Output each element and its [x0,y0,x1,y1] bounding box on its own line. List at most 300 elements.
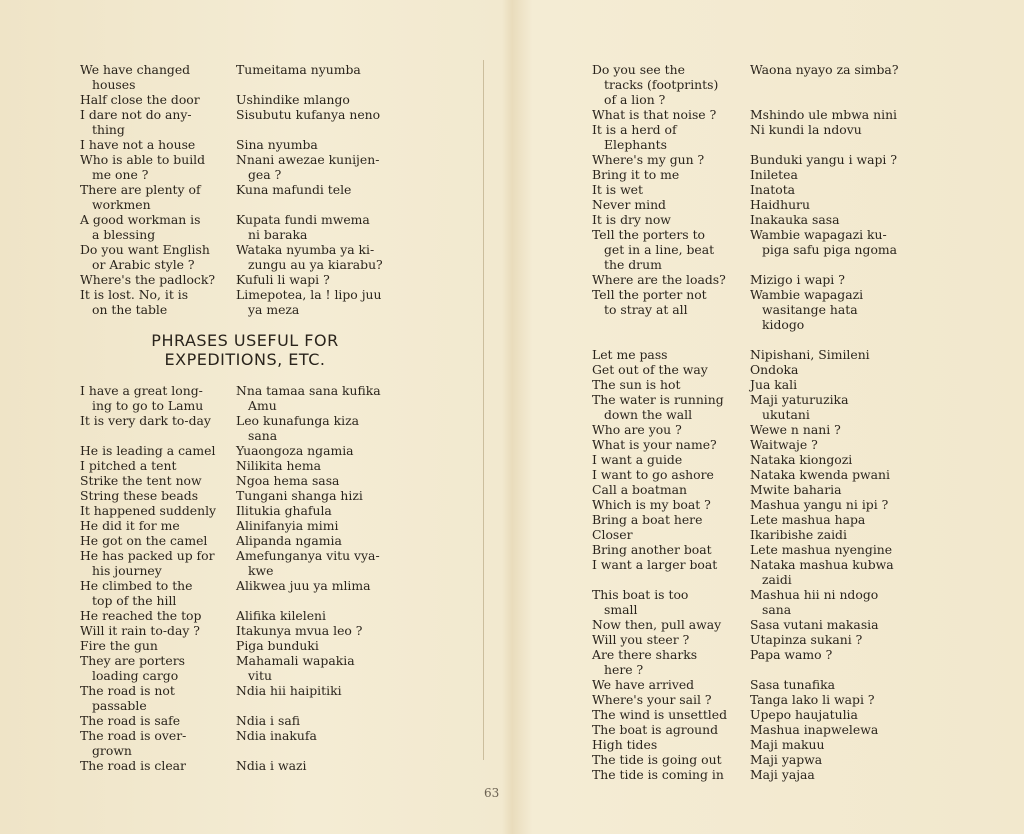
swahili-phrase [230,413,400,443]
english-line: of a lion ? [604,92,666,107]
english-line: small [604,602,638,617]
heading-line-2: EXPEDITIONS, ETC. [164,350,326,369]
phrase-row [592,152,912,167]
english-line: me one ? [92,167,149,182]
english-phrase [80,212,230,242]
swahili-phrase [744,467,912,482]
swahili-line: piga safu piga ngoma [762,242,898,257]
english-line: The road is over- [80,728,187,743]
phrase-row [592,752,912,767]
swahili-line: Wambie wapagazi ku- [750,227,887,242]
phrase-row [592,692,912,707]
swahili-line: Maji yapwa [750,752,823,767]
english-line: Where are the loads? [592,272,726,287]
phrase-row [592,197,912,212]
english-phrase [592,707,744,722]
swahili-phrase [744,197,912,212]
english-line: top of the hill [92,593,177,608]
english-line: I dare not do any- [80,107,192,122]
english-line: String these beads [80,488,199,503]
swahili-phrase [230,503,400,518]
english-phrase [592,197,744,212]
english-line: He got on the camel [80,533,208,548]
english-line: He reached the top [80,608,202,623]
swahili-line: Ndia hii haipitiki [236,683,342,698]
english-line: Are there sharks [592,647,698,662]
phrase-row [80,578,400,608]
english-phrase [592,122,744,152]
phrase-row [592,392,912,422]
english-line: Where's my gun ? [592,152,705,167]
english-line: Who are you ? [592,422,682,437]
swahili-line: Waitwaje ? [750,437,818,452]
phrase-row [592,512,912,527]
english-line: It is wet [592,182,643,197]
phrase-row [592,542,912,557]
english-phrase [80,107,230,137]
english-phrase [80,548,230,578]
swahili-line: Kupata fundi mwema [236,212,370,227]
english-line: The wind is unsettled [592,707,728,722]
english-line: He climbed to the [80,578,193,593]
swahili-line: Kuna mafundi tele [236,182,352,197]
english-phrase [592,182,744,197]
english-line: Will it rain to-day ? [80,623,200,638]
swahili-phrase [230,62,400,92]
english-phrase [592,512,744,527]
swahili-line: Leo kunafunga kiza [236,413,360,428]
swahili-line: Tungani shanga hizi [236,488,363,503]
english-phrase [80,518,230,533]
phrase-row [80,608,400,623]
english-line: a blessing [92,227,156,242]
swahili-line: Wataka nyumba ya ki- [236,242,375,257]
phrase-row [592,647,912,677]
phrase-row [592,617,912,632]
english-phrase [592,647,744,677]
english-line: What is your name? [592,437,717,452]
swahili-phrase [230,518,400,533]
english-line: or Arabic style ? [92,257,195,272]
phrase-row [592,167,912,182]
swahili-phrase [744,542,912,557]
phrase-list [592,62,912,782]
phrase-list-bottom [80,383,400,773]
english-line: Where's your sail ? [592,692,712,707]
english-line: ing to go to Lamu [92,398,204,413]
swahili-phrase [744,557,912,587]
swahili-line: Nilikita hema [236,458,321,473]
phrase-row [592,587,912,617]
english-phrase [80,683,230,713]
phrase-row [80,623,400,638]
swahili-phrase [744,182,912,197]
english-line: Closer [592,527,633,542]
swahili-phrase [744,362,912,377]
swahili-line: Amefunganya vitu vya- [236,548,380,563]
phrase-row [80,653,400,683]
section-heading [90,331,400,369]
swahili-line: ya meza [248,302,300,317]
english-phrase [592,377,744,392]
english-phrase [80,533,230,548]
english-line: The tide is going out [592,752,722,767]
english-phrase [592,392,744,422]
swahili-line: Mwite baharia [750,482,842,497]
english-line: workmen [92,197,151,212]
swahili-line: Limepotea, la ! lipo juu [236,287,382,302]
swahili-line: Mashua hii ni ndogo [750,587,879,602]
swahili-line: Tumeitama nyumba [236,62,361,77]
english-phrase [80,578,230,608]
english-phrase [80,62,230,92]
swahili-line: ukutani [762,407,810,422]
english-phrase [592,272,744,287]
phrase-row [592,452,912,467]
phrase-row [80,503,400,518]
english-line: get in a line, beat [604,242,715,257]
english-line: Strike the tent now [80,473,202,488]
swahili-line: Maji yajaa [750,767,815,782]
phrase-row [592,122,912,152]
swahili-phrase [230,152,400,182]
phrase-row [80,272,400,287]
english-phrase [80,152,230,182]
phrase-row [592,497,912,512]
english-line: The tide is coming in [592,767,724,782]
swahili-phrase [744,347,912,362]
swahili-line: Sina nyumba [236,137,318,152]
english-line: The boat is aground [592,722,719,737]
swahili-phrase [744,497,912,512]
phrase-row [592,767,912,782]
english-line: The road is clear [80,758,186,773]
english-phrase [592,722,744,737]
swahili-phrase [744,647,912,677]
swahili-line: sana [248,428,278,443]
swahili-phrase [744,152,912,167]
english-phrase [80,413,230,443]
swahili-phrase [230,728,400,758]
swahili-phrase [744,392,912,422]
swahili-phrase [744,527,912,542]
english-line: passable [92,698,147,713]
english-line: Fire the gun [80,638,158,653]
swahili-phrase [744,752,912,767]
swahili-phrase [744,272,912,287]
phrase-row [592,227,912,272]
english-line: Who is able to build [80,152,206,167]
swahili-phrase [744,167,912,182]
swahili-phrase [744,452,912,467]
swahili-line: gea ? [248,167,282,182]
swahili-line: Yuaongoza ngamia [236,443,354,458]
english-phrase [592,62,744,107]
english-line: He has packed up for [80,548,215,563]
spacer [592,332,912,347]
english-phrase [592,212,744,227]
swahili-phrase [230,638,400,653]
swahili-line: Waona nyayo za simba? [750,62,899,77]
swahili-line: Nna tamaa sana kufika [236,383,381,398]
swahili-phrase [230,443,400,458]
swahili-phrase [744,227,912,272]
swahili-phrase [230,137,400,152]
english-phrase [592,617,744,632]
swahili-line: Kufuli li wapi ? [236,272,330,287]
swahili-phrase [230,383,400,413]
swahili-line: Sisubutu kufanya neno [236,107,381,122]
english-line: houses [92,77,136,92]
swahili-line: Wambie wapagazi [750,287,864,302]
heading-line-1: PHRASES USEFUL FOR [151,331,339,350]
phrase-row [80,488,400,503]
phrase-row [80,212,400,242]
english-line: It is lost. No, it is [80,287,189,302]
english-phrase [80,728,230,758]
phrase-row [80,458,400,473]
english-phrase [592,557,744,587]
phrase-row [80,152,400,182]
english-line: It is a herd of [592,122,677,137]
swahili-line: Alikwea juu ya mlima [236,578,371,593]
phrase-row [80,638,400,653]
swahili-phrase [744,287,912,332]
phrase-row [592,212,912,227]
english-phrase [592,692,744,707]
swahili-phrase [230,548,400,578]
english-line: I have not a house [80,137,196,152]
english-line: The road is not [80,683,175,698]
swahili-phrase [230,473,400,488]
swahili-line: Itakunya mvua leo ? [236,623,363,638]
phrase-row [592,347,912,362]
swahili-phrase [230,272,400,287]
english-line: loading cargo [92,668,179,683]
swahili-phrase [744,437,912,452]
left-page [80,62,400,773]
english-phrase [80,473,230,488]
swahili-line: Ondoka [750,362,799,377]
swahili-line: Tanga lako li wapi ? [750,692,875,707]
english-phrase [80,608,230,623]
right-page [592,62,912,782]
phrase-row [80,107,400,137]
english-line: What is that noise ? [592,107,717,122]
english-phrase [80,92,230,107]
swahili-line: Sasa tunafika [750,677,836,692]
english-phrase [592,452,744,467]
english-line: Let me pass [592,347,668,362]
swahili-line: Nnani awezae kunijen- [236,152,380,167]
english-phrase [592,467,744,482]
swahili-phrase [230,242,400,272]
english-phrase [592,497,744,512]
english-line: his journey [92,563,162,578]
swahili-line: sana [762,602,792,617]
phrase-row [592,377,912,392]
swahili-phrase [744,62,912,107]
english-phrase [592,752,744,767]
swahili-line: Ushindike mlango [236,92,350,107]
swahili-line: Ni kundi la ndovu [750,122,862,137]
english-phrase [80,713,230,728]
swahili-line: Amu [248,398,277,413]
english-line: It is dry now [592,212,671,227]
swahili-phrase [230,287,400,317]
phrase-row [80,443,400,458]
english-phrase [80,137,230,152]
english-phrase [592,347,744,362]
swahili-line: Iniletea [750,167,798,182]
phrase-row [80,713,400,728]
swahili-line: Maji yaturuzika [750,392,849,407]
phrase-row [80,242,400,272]
english-line: Bring a boat here [592,512,703,527]
phrase-row [592,107,912,122]
phrase-row [80,548,400,578]
phrase-row [592,632,912,647]
swahili-line: zungu au ya kiarabu? [248,257,383,272]
english-line: Will you steer ? [592,632,690,647]
english-phrase [80,758,230,773]
english-line: Do you see the [592,62,685,77]
english-phrase [592,422,744,437]
english-phrase [592,677,744,692]
swahili-phrase [744,767,912,782]
swahili-line: Inatota [750,182,796,197]
swahili-line: Ndia inakufa [236,728,317,743]
swahili-line: Piga bunduki [236,638,319,653]
swahili-line: kwe [248,563,274,578]
swahili-line: Alipanda ngamia [236,533,342,548]
swahili-line: Upepo haujatulia [750,707,858,722]
english-line: Now then, pull away [592,617,722,632]
english-line: There are plenty of [80,182,201,197]
swahili-line: Ngoa hema sasa [236,473,340,488]
english-line: Tell the porters to [592,227,706,242]
swahili-phrase [744,212,912,227]
swahili-line: Ndia i safi [236,713,300,728]
phrase-row [592,287,912,332]
english-line: This boat is too [592,587,689,602]
swahili-phrase [230,608,400,623]
phrase-row [80,287,400,317]
swahili-phrase [230,623,400,638]
english-line: I want a larger boat [592,557,718,572]
english-line: Tell the porter not [592,287,707,302]
phrase-row [80,758,400,773]
english-phrase [592,362,744,377]
swahili-line: Nataka mashua kubwa [750,557,894,572]
english-line: The water is running [592,392,724,407]
swahili-phrase [230,758,400,773]
phrase-row [592,707,912,722]
swahili-phrase [744,737,912,752]
swahili-phrase [744,482,912,497]
phrase-row [592,467,912,482]
english-line: It is very dark to-day [80,413,211,428]
swahili-phrase [230,458,400,473]
english-phrase [592,107,744,122]
swahili-line: Maji makuu [750,737,825,752]
english-phrase [80,458,230,473]
english-line: Bring it to me [592,167,680,182]
swahili-line: vitu [248,668,272,683]
english-line: Which is my boat ? [592,497,711,512]
swahili-line: Ikaribishe zaidi [750,527,847,542]
swahili-line: Mashua inapwelewa [750,722,879,737]
phrase-row [80,518,400,533]
phrase-row [592,422,912,437]
swahili-phrase [230,713,400,728]
phrase-row [592,722,912,737]
english-line: He did it for me [80,518,180,533]
english-line: I want a guide [592,452,683,467]
english-line: on the table [92,302,168,317]
swahili-line: Lete mashua nyengine [750,542,893,557]
phrase-row [80,413,400,443]
english-phrase [592,527,744,542]
english-phrase [592,767,744,782]
swahili-line: kidogo [762,317,805,332]
page-number: 63 [484,786,500,800]
english-line: We have changed [80,62,191,77]
english-phrase [80,182,230,212]
english-line: Elephants [604,137,667,152]
phrase-row [592,737,912,752]
swahili-phrase [744,377,912,392]
phrase-row [592,557,912,587]
swahili-line: Ilitukia ghafula [236,503,332,518]
english-phrase [80,503,230,518]
phrase-row [592,482,912,497]
english-line: down the wall [604,407,693,422]
english-line: The road is safe [80,713,181,728]
english-phrase [592,437,744,452]
swahili-phrase [230,653,400,683]
swahili-line: zaidi [762,572,792,587]
english-line: Never mind [592,197,666,212]
english-line: to stray at all [604,302,688,317]
swahili-line: Alifika kileleni [236,608,326,623]
phrase-row [80,683,400,713]
swahili-line: Haidhuru [750,197,810,212]
english-line: I pitched a tent [80,458,177,473]
phrase-row [80,473,400,488]
swahili-line: Nipishani, Simileni [750,347,870,362]
swahili-phrase [230,533,400,548]
english-line: tracks (footprints) [604,77,719,92]
phrase-row [592,437,912,452]
english-line: Bring another boat [592,542,712,557]
phrase-row [592,272,912,287]
english-line: Half close the door [80,92,200,107]
english-line: the drum [604,257,662,272]
gutter [483,60,484,760]
swahili-phrase [744,122,912,152]
swahili-line: ni baraka [248,227,308,242]
swahili-line: Ndia i wazi [236,758,307,773]
english-line: The sun is hot [592,377,681,392]
english-line: He is leading a camel [80,443,216,458]
swahili-phrase [230,488,400,503]
english-phrase [80,653,230,683]
swahili-phrase [230,683,400,713]
swahili-line: wasitange hata [762,302,858,317]
english-phrase [592,482,744,497]
english-phrase [80,638,230,653]
